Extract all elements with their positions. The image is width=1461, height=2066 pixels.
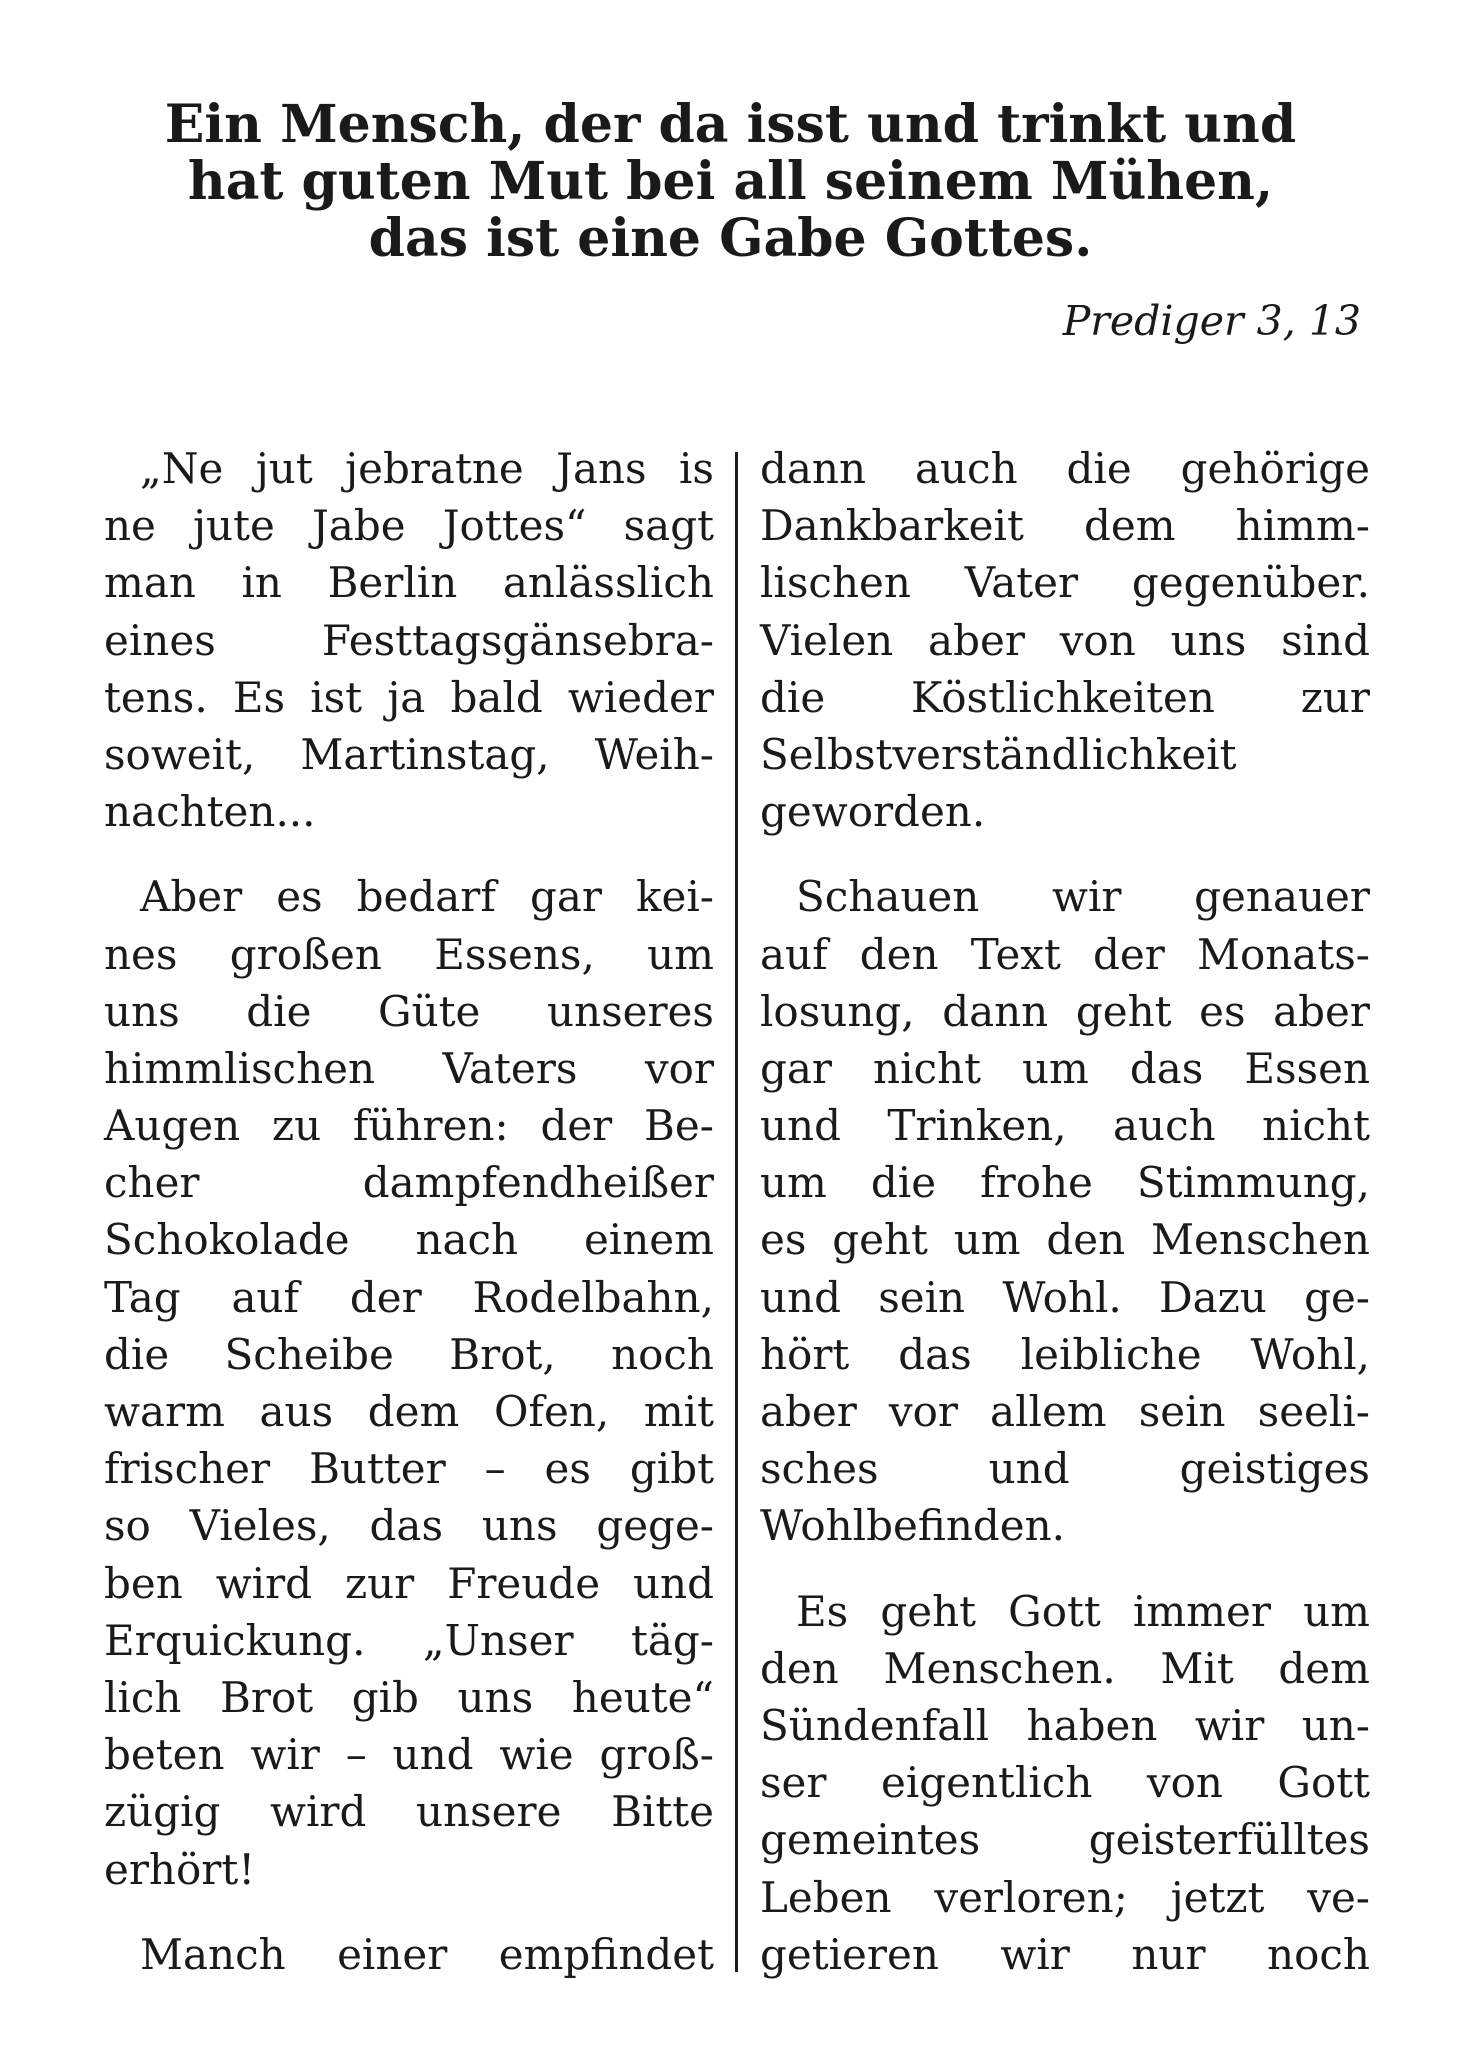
word: den (859, 929, 939, 979)
word: lich (104, 1672, 182, 1722)
text-line (104, 1555, 714, 1612)
word: Sündenfall (760, 1700, 990, 1750)
text-line (104, 497, 714, 554)
word: Berlin (327, 558, 458, 608)
word: Wohl. (1002, 1272, 1122, 1322)
word: und (632, 1558, 714, 1608)
text-line (104, 1154, 714, 1211)
word: gemeintes (760, 1815, 981, 1865)
word: frohe (980, 1158, 1093, 1208)
word: haben (1026, 1700, 1158, 1750)
word: in (241, 558, 282, 608)
word: Es (796, 1586, 849, 1636)
word: Augen (104, 1101, 241, 1151)
word: zügig (104, 1787, 221, 1837)
word: warm (104, 1387, 225, 1436)
text-line (760, 1326, 1370, 1383)
text-line (104, 983, 714, 1040)
word: Es (232, 672, 286, 722)
word: man (104, 558, 196, 608)
text-line (760, 1040, 1370, 1097)
text-line: Selbstverständlichkeit (760, 729, 1237, 779)
word: Tag (104, 1272, 181, 1322)
word: Wohl, (1250, 1329, 1370, 1379)
word: Stimmung, (1136, 1158, 1370, 1208)
text-line (104, 1269, 714, 1326)
word: Essens, (434, 929, 595, 979)
text-line: erhört! (104, 1844, 256, 1894)
text-line (760, 1640, 1370, 1697)
text-line (760, 497, 1370, 554)
word: der (349, 1272, 422, 1322)
word: Dankbarkeit (760, 501, 1024, 551)
word: gib (351, 1672, 419, 1722)
text-line (760, 1440, 1370, 1497)
column-divider (735, 452, 738, 1972)
word: Dazu (1158, 1272, 1267, 1322)
word: und (988, 1444, 1070, 1494)
word: Jabe (311, 501, 406, 551)
bible-reference: Prediger 3, 13 (1062, 297, 1361, 345)
word: heute“ (571, 1672, 714, 1722)
word: Festtagsgänsebra- (321, 615, 714, 665)
word: großen (229, 929, 382, 979)
word: sches (760, 1444, 879, 1494)
text-line (104, 1326, 714, 1383)
word: ist (310, 672, 363, 722)
word: Brot, (449, 1329, 556, 1379)
word: Weih- (594, 729, 714, 779)
word: geisterfülltes (1088, 1815, 1370, 1865)
text-line (760, 1383, 1370, 1440)
text-line (760, 440, 1370, 497)
word: die (246, 986, 312, 1036)
text-line (104, 1612, 714, 1669)
word: Freude (447, 1558, 601, 1608)
word: auch (1113, 1101, 1216, 1151)
text-line (760, 1269, 1370, 1326)
word: wieder (567, 672, 714, 722)
word: – (484, 1444, 506, 1494)
word: sein (1138, 1387, 1226, 1436)
word: gibt (629, 1444, 714, 1494)
word: gar (760, 1043, 833, 1093)
word: und (760, 1272, 841, 1322)
word: es (1199, 986, 1246, 1036)
word: wir (1000, 1929, 1070, 1979)
word: dem (1083, 501, 1176, 551)
word: die (1066, 444, 1132, 493)
word: zur (345, 1558, 415, 1608)
word: wie (499, 1730, 574, 1780)
text-line (104, 612, 714, 669)
word: ben (104, 1558, 183, 1608)
word: unsere (416, 1787, 562, 1837)
word: losung, (760, 986, 915, 1036)
text-line (104, 1726, 714, 1783)
word: immer (1132, 1586, 1271, 1636)
word: wird (215, 1558, 313, 1608)
word: Jans (556, 444, 647, 493)
word: noch (1267, 1929, 1370, 1979)
word: uns (1170, 615, 1247, 665)
word: dann (760, 444, 867, 493)
text-line (760, 1869, 1370, 1926)
word: Jottes“ (442, 501, 587, 551)
word: kei- (636, 872, 714, 922)
word: führen: (352, 1101, 509, 1151)
text-line (104, 1440, 714, 1497)
word: Vielen (760, 615, 894, 665)
word: bald (450, 672, 543, 722)
word: nicht (1262, 1101, 1370, 1151)
text-line (104, 1783, 714, 1840)
word: groß- (599, 1730, 714, 1780)
text-line (760, 554, 1370, 611)
text-line: nachten... (104, 787, 316, 837)
word: uns (457, 1672, 534, 1722)
word: dann (942, 986, 1049, 1036)
text-line (104, 554, 714, 611)
word: aber (1273, 986, 1370, 1036)
word: Schokolade (104, 1215, 350, 1265)
text-line (760, 1154, 1370, 1211)
word: Erquickung. (104, 1615, 366, 1665)
word: nes (104, 929, 178, 979)
text-line (104, 1211, 714, 1268)
word: der (540, 1101, 613, 1151)
word: jut (255, 444, 313, 493)
text-line (760, 1097, 1370, 1154)
word: genauer (1194, 872, 1370, 922)
word: Be- (644, 1101, 714, 1151)
word: frischer (104, 1444, 271, 1494)
word: der (1093, 929, 1165, 979)
word: um (760, 1158, 827, 1208)
word: von (1146, 1758, 1223, 1808)
word: es (760, 1215, 807, 1265)
word: geht (880, 1586, 977, 1636)
word: gege- (596, 1501, 714, 1551)
word: um (1021, 1043, 1089, 1093)
word: getieren (760, 1929, 939, 1979)
text-line (104, 1669, 714, 1726)
word: ja (387, 672, 426, 722)
word: aus (259, 1387, 334, 1436)
word: Monats- (1196, 929, 1370, 979)
text-line (104, 868, 714, 925)
word: jetzt (1170, 1872, 1265, 1922)
word: Menschen. (883, 1643, 1116, 1693)
word: „Ne (140, 444, 224, 493)
word: es (544, 1444, 591, 1494)
word: wird (270, 1787, 367, 1837)
word: wir (250, 1730, 320, 1780)
word: Gott (1277, 1758, 1370, 1808)
word: jebratne (345, 444, 524, 493)
word: ne (104, 501, 156, 551)
word: is (678, 444, 714, 493)
text-line (104, 669, 714, 726)
text-line: Wohlbefinden. (760, 1501, 1066, 1551)
word: noch (611, 1329, 714, 1379)
word: die (870, 1158, 937, 1208)
word: Scheibe (224, 1329, 394, 1379)
word: zur (1300, 672, 1370, 722)
word: auf (231, 1272, 300, 1322)
text-line (104, 1097, 714, 1154)
word: gar (529, 872, 602, 922)
word: anlässlich (502, 558, 714, 608)
text-line (760, 1583, 1370, 1640)
text-line (760, 669, 1370, 726)
word: auf (760, 929, 828, 979)
word: dampfendheißer (362, 1158, 714, 1208)
word: die (760, 672, 826, 722)
word: unseres (546, 986, 714, 1036)
word: tens. (104, 672, 208, 722)
word: seeli- (1257, 1387, 1370, 1436)
text-line (760, 1926, 1370, 1983)
text-line (104, 1926, 714, 1983)
word: Text (970, 929, 1061, 979)
word: von (1059, 615, 1136, 665)
word: Manch (140, 1929, 286, 1979)
word: nicht (873, 1043, 981, 1093)
word: dem (367, 1387, 460, 1436)
heading-line: hat guten Mut bei all seinem Mühen, (187, 151, 1274, 212)
paragraph (760, 868, 1370, 1554)
word: dem (1278, 1643, 1370, 1693)
word: nach (415, 1215, 519, 1265)
word: die (104, 1329, 170, 1379)
word: einer (337, 1929, 448, 1979)
word: himm- (1235, 501, 1370, 551)
text-line (760, 1754, 1370, 1811)
word: ge- (1304, 1272, 1370, 1322)
word: Vater (964, 558, 1079, 608)
word: gehörige (1180, 444, 1370, 493)
word: verloren; (934, 1872, 1128, 1922)
text-line (760, 983, 1370, 1040)
word: ve- (1307, 1872, 1370, 1922)
word: sind (1281, 615, 1370, 665)
word: aber (928, 615, 1025, 665)
word: das (898, 1329, 972, 1379)
word: mit (643, 1387, 714, 1436)
word: sagt (623, 501, 714, 551)
word: lischen (760, 558, 911, 608)
heading-line: Ein Mensch, der da isst und trinkt und (164, 94, 1297, 155)
word: einem (583, 1215, 714, 1265)
paragraph (104, 868, 714, 1897)
text-line (760, 926, 1370, 983)
word: es (276, 872, 323, 922)
paragraph (104, 440, 714, 840)
word: das (1129, 1043, 1204, 1093)
text-line (104, 726, 714, 783)
word: um (953, 1215, 1021, 1265)
text-line (104, 1040, 714, 1097)
word: eigentlich (880, 1758, 1093, 1808)
word: Essen (1244, 1043, 1370, 1093)
word: sein (878, 1272, 966, 1322)
text-column-left (104, 440, 714, 2011)
word: Gott (1008, 1586, 1101, 1636)
word: himmlischen (104, 1043, 376, 1093)
text-line (104, 926, 714, 983)
text-line (760, 1697, 1370, 1754)
text-line (760, 868, 1370, 925)
word: jute (193, 501, 275, 551)
text-line (760, 612, 1370, 669)
word: Brot (220, 1672, 314, 1722)
text-column-right (760, 440, 1370, 2011)
word: auch (914, 444, 1018, 493)
word: uns (104, 986, 180, 1036)
word: den (1046, 1215, 1126, 1265)
paragraph (760, 1583, 1370, 1983)
word: Ofen, (493, 1387, 610, 1436)
word: Aber (140, 872, 243, 922)
word: den (760, 1643, 839, 1693)
word: Vieles, (189, 1501, 331, 1551)
word: und (760, 1101, 841, 1151)
text-line (760, 1811, 1370, 1868)
word: zu (271, 1101, 322, 1151)
word: vor (888, 1387, 958, 1436)
word: gegenüber. (1131, 558, 1370, 608)
word: uns (481, 1501, 558, 1551)
text-line: geworden. (760, 787, 986, 837)
word: un- (1301, 1700, 1370, 1750)
word: aber (760, 1387, 857, 1436)
word: cher (104, 1158, 200, 1208)
word: und (392, 1730, 474, 1780)
word: vor (644, 1043, 714, 1093)
word: hört (760, 1329, 850, 1379)
word: Trinken, (887, 1101, 1067, 1151)
word: wir (1052, 872, 1122, 922)
word: Butter (309, 1444, 446, 1494)
word: ser (760, 1758, 827, 1808)
word: eines (104, 615, 216, 665)
word: so (104, 1501, 151, 1551)
word: leibliche (1020, 1329, 1202, 1379)
word: um (1303, 1586, 1370, 1636)
text-line (104, 1497, 714, 1554)
paragraph (760, 440, 1370, 840)
word: geistiges (1179, 1444, 1370, 1494)
word: geht (832, 1215, 928, 1265)
word: – (345, 1730, 367, 1780)
word: das (369, 1501, 444, 1551)
word: Rodelbahn, (472, 1272, 714, 1322)
word: bedarf (356, 872, 496, 922)
word: täg- (631, 1615, 714, 1665)
word: Güte (378, 986, 481, 1036)
word: allem (990, 1387, 1107, 1436)
word: soweit, (104, 729, 256, 779)
word: wir (1194, 1700, 1265, 1750)
word: nur (1131, 1929, 1206, 1979)
text-line (104, 440, 714, 497)
word: um (647, 929, 714, 979)
word: Köstlichkeiten (910, 672, 1215, 722)
word: Leben (760, 1872, 892, 1922)
word: empfindet (498, 1929, 714, 1979)
word: geht (1075, 986, 1172, 1036)
monthly-verse-heading (100, 96, 1361, 267)
word: beten (104, 1730, 225, 1780)
paragraph (104, 1926, 714, 1983)
text-line (760, 1211, 1370, 1268)
heading-line: das ist eine Gabe Gottes. (368, 208, 1093, 269)
word: Bitte (611, 1787, 714, 1837)
word: Schauen (796, 872, 980, 922)
word: Menschen (1151, 1215, 1370, 1265)
word: „Unser (422, 1615, 574, 1665)
word: Mit (1160, 1643, 1234, 1693)
word: Vaters (442, 1043, 578, 1093)
text-line (104, 1383, 714, 1440)
word: Martinstag, (300, 729, 550, 779)
